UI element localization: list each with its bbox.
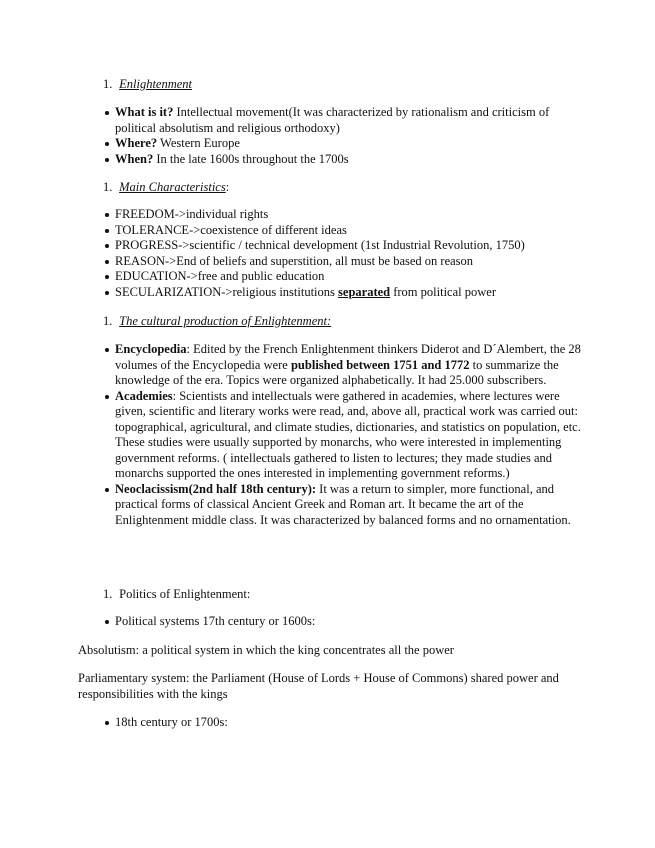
item-text: to summarize the knowledge of the era. Topics were organized alphabetically. It had 25.000 subscribers. <box>115 357 559 387</box>
item-label: Academies <box>115 388 173 403</box>
heading-characteristics <box>103 180 229 196</box>
heading-title: Enlightenment <box>119 77 193 91</box>
heading-number: 1. <box>103 77 113 91</box>
list-item: TOLERANCE->coexistence of different ideas <box>115 223 585 239</box>
heading-title: The cultural production of Enlightenment: <box>119 314 332 328</box>
absolutism-paragraph: Absolutism: a political system in which the king concentrates all the power <box>78 643 454 657</box>
list-item <box>115 105 585 136</box>
list-item: EDUCATION->free and public education <box>115 269 585 285</box>
item-emphasis: separated <box>338 284 391 299</box>
heading-enlightenment <box>103 77 192 93</box>
item-text: : Scientists and intellectuals were gathered in academies, where lectures were given, scientific and literary works were read, and, above all, practical work was carried out: topographical, agricultural, and climate studies, dictionaries, and statistics on population, etc. These studies were usually supported by monarchs, who were interested in implementing government reforms. ( intellectuals gathered to listen to lectures; they made studies and monarchs supported the ones interested in implementing government reforms.) <box>115 388 581 480</box>
list-item <box>115 285 585 301</box>
heading-number: 1. <box>103 314 113 328</box>
politics-list <box>115 614 585 630</box>
characteristics-list <box>115 207 585 300</box>
politics-list-2 <box>115 715 585 731</box>
item-label: Where? <box>115 136 158 150</box>
list-item <box>115 152 585 168</box>
list-item: PROGRESS->scientific / technical development (1st Industrial Revolution, 1750) <box>115 238 585 254</box>
list-item <box>115 389 585 482</box>
heading-cultural <box>103 314 331 330</box>
enlightenment-list <box>115 105 585 167</box>
list-item <box>115 482 585 529</box>
list-item: FREEDOM->individual rights <box>115 207 585 223</box>
item-label: When? <box>115 151 154 166</box>
item-text: Intellectual movement(It was characterized by rationalism and criticism of political absolutism and religious orthodoxy) <box>115 105 550 135</box>
item-text: from political power <box>390 284 496 299</box>
heading-number: 1. <box>103 587 113 601</box>
list-item: REASON->End of beliefs and superstition, all must be based on reason <box>115 254 585 270</box>
item-text: SECULARIZATION->religious institutions <box>115 284 339 299</box>
item-label: What is it? <box>115 105 174 119</box>
heading-number: 1. <box>103 180 113 194</box>
item-label: Neoclacissism(2nd half 18th century): <box>115 481 317 496</box>
item-text: Western Europe <box>157 136 240 150</box>
heading-title: Politics of Enlightenment: <box>119 587 251 601</box>
heading-suffix: : <box>225 180 230 194</box>
list-item <box>115 136 585 152</box>
item-text: : Edited by the French Enlightenment thinkers Diderot and D´Alembert, the 28 volumes of the Encyclopedia were <box>115 342 581 372</box>
list-item <box>115 342 585 389</box>
item-text: In the late 1600s throughout the 1700s <box>153 151 349 166</box>
item-emphasis: published between 1751 and 1772 <box>290 357 470 372</box>
heading-politics <box>103 587 250 603</box>
cultural-list <box>115 342 585 528</box>
item-label: Encyclopedia <box>115 342 187 356</box>
item-text: It was a return to simpler, more functional, and practical forms of classical Ancient Greek and Roman art. It became the art of the Enlightenment middle class. It was characterized by balanced forms and no ornamentation. <box>115 481 571 527</box>
parliamentary-paragraph: Parliamentary system: the Parliament (House of Lords + House of Commons) shared power and responsibilities with the kings <box>78 671 559 701</box>
list-item: Political systems 17th century or 1600s: <box>115 614 585 630</box>
heading-title: Main Characteristics <box>119 180 226 194</box>
list-item: 18th century or 1700s: <box>115 715 585 731</box>
